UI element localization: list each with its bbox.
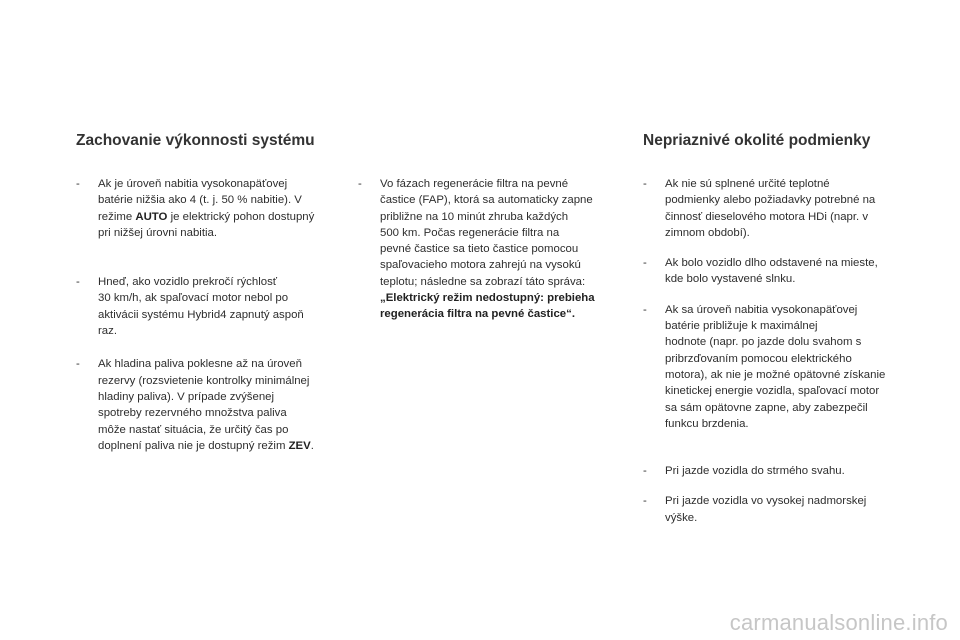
item-line: činnosť dieselového motora HDi (napr. v (665, 210, 869, 223)
list-item (643, 302, 911, 432)
item-line: hladiny paliva). V prípade zvýšenej (98, 390, 275, 403)
item-line: batérie približuje k maximálnej (665, 320, 818, 333)
watermark-text: carmanualsonline.info (729, 610, 948, 635)
column-performance-right (358, 176, 624, 323)
message-line: „Elektrický režim nedostupný: prebieha (380, 292, 595, 305)
item-line: Vo fázach regenerácie filtra na pevné (380, 178, 569, 190)
bullet-dash: - (643, 257, 647, 270)
item-line: Pri jazde vozidla do strmého svahu. (665, 465, 845, 478)
item-line: aktivácii systému Hybrid4 zapnutý aspoň (98, 308, 304, 321)
list-item (643, 176, 911, 241)
section-heading-performance: Zachovanie výkonnosti systému (76, 132, 315, 149)
bullet-dash: - (358, 178, 362, 190)
bullet-dash: - (643, 178, 647, 190)
item-line: teplotu; následne sa zobrazí táto správa: (380, 275, 586, 288)
item-line: Ak hladina paliva poklesne až na úroveň (98, 358, 302, 371)
item-line: hodnote (napr. po jazde dolu svahom s (665, 336, 862, 349)
item-line: režime AUTO je elektrický pohon dostupný (98, 210, 315, 223)
item-line: kde bolo vystavené slnku. (665, 273, 796, 286)
section-heading-conditions: Nepriaznivé okolité podmienky (643, 132, 871, 149)
mode-zev: ZEV (288, 439, 311, 452)
list-item (76, 274, 351, 339)
item-line: Ak nie sú splnené určité teplotné (665, 178, 830, 190)
item-line: Ak bolo vozidlo dlho odstavené na mieste, (665, 257, 878, 270)
display-message (380, 290, 624, 323)
item-line: častice (FAP), ktorá sa automaticky zapne (380, 194, 593, 207)
item-line: 500 km. Počas regenerácie filtra na (380, 226, 560, 239)
item-line: Pri jazde vozidla vo vysokej nadmorskej (665, 495, 867, 508)
item-line: raz. (98, 325, 117, 338)
mode-auto: AUTO (135, 210, 168, 223)
message-line: regenerácia filtra na pevné častice“. (380, 308, 576, 321)
item-line: pri nižšej úrovni nabitia. (98, 226, 218, 239)
list-item (643, 463, 911, 479)
item-line: rezervy (rozsvietenie kontrolky minimálnej (98, 374, 310, 387)
bullet-dash: - (76, 178, 80, 190)
bullet-dash: - (643, 303, 647, 316)
item-line: výške. (665, 511, 698, 524)
list-item (643, 255, 911, 288)
item-line: približne na 10 minút zhruba každých (380, 210, 569, 223)
item-line: batérie nižšia ako 4 (t. j. 50 % nabitie). V (98, 194, 302, 207)
column-performance-left (76, 176, 351, 454)
item-line: sa sám opätovne zapne, aby zabezpečil (665, 401, 868, 414)
item-line: doplnení paliva nie je dostupný režim ZEV. (98, 439, 314, 452)
item-line: Ak sa úroveň nabitia vysokonapäťovej (665, 303, 858, 316)
item-line: motora), ak nie je možné opätovné získanie (665, 368, 886, 381)
item-line: spotreby rezervného množstva paliva (98, 407, 287, 420)
bullet-dash: - (643, 495, 647, 508)
list-item (76, 356, 351, 454)
list-item (643, 493, 911, 526)
item-line: pevné častice sa tieto častice pomocou (380, 243, 579, 256)
list-item (76, 176, 351, 241)
item-line: pribrzďovaním pomocou elektrického (665, 352, 852, 365)
item-line: podmienky alebo požiadavky potrebné na (665, 194, 876, 207)
item-line: Ak je úroveň nabitia vysokonapäťovej (98, 178, 288, 190)
item-line: Hneď, ako vozidlo prekročí rýchlosť (98, 276, 278, 289)
list-item (358, 176, 624, 323)
item-line: kinetickej energie vozidla, spaľovací motor (665, 385, 880, 398)
item-line: funkcu brzdenia. (665, 417, 749, 430)
item-line: zimnom období). (665, 226, 750, 239)
bullet-dash: - (76, 358, 80, 371)
bullet-dash: - (76, 276, 80, 289)
bullet-dash: - (643, 465, 647, 478)
item-line: spaľovacieho motora zahrejú na vysokú (380, 259, 581, 272)
column-conditions (643, 176, 911, 526)
item-line: môže nastať situácia, že určitý čas po (98, 423, 289, 436)
item-line: 30 km/h, ak spaľovací motor nebol po (98, 292, 289, 305)
